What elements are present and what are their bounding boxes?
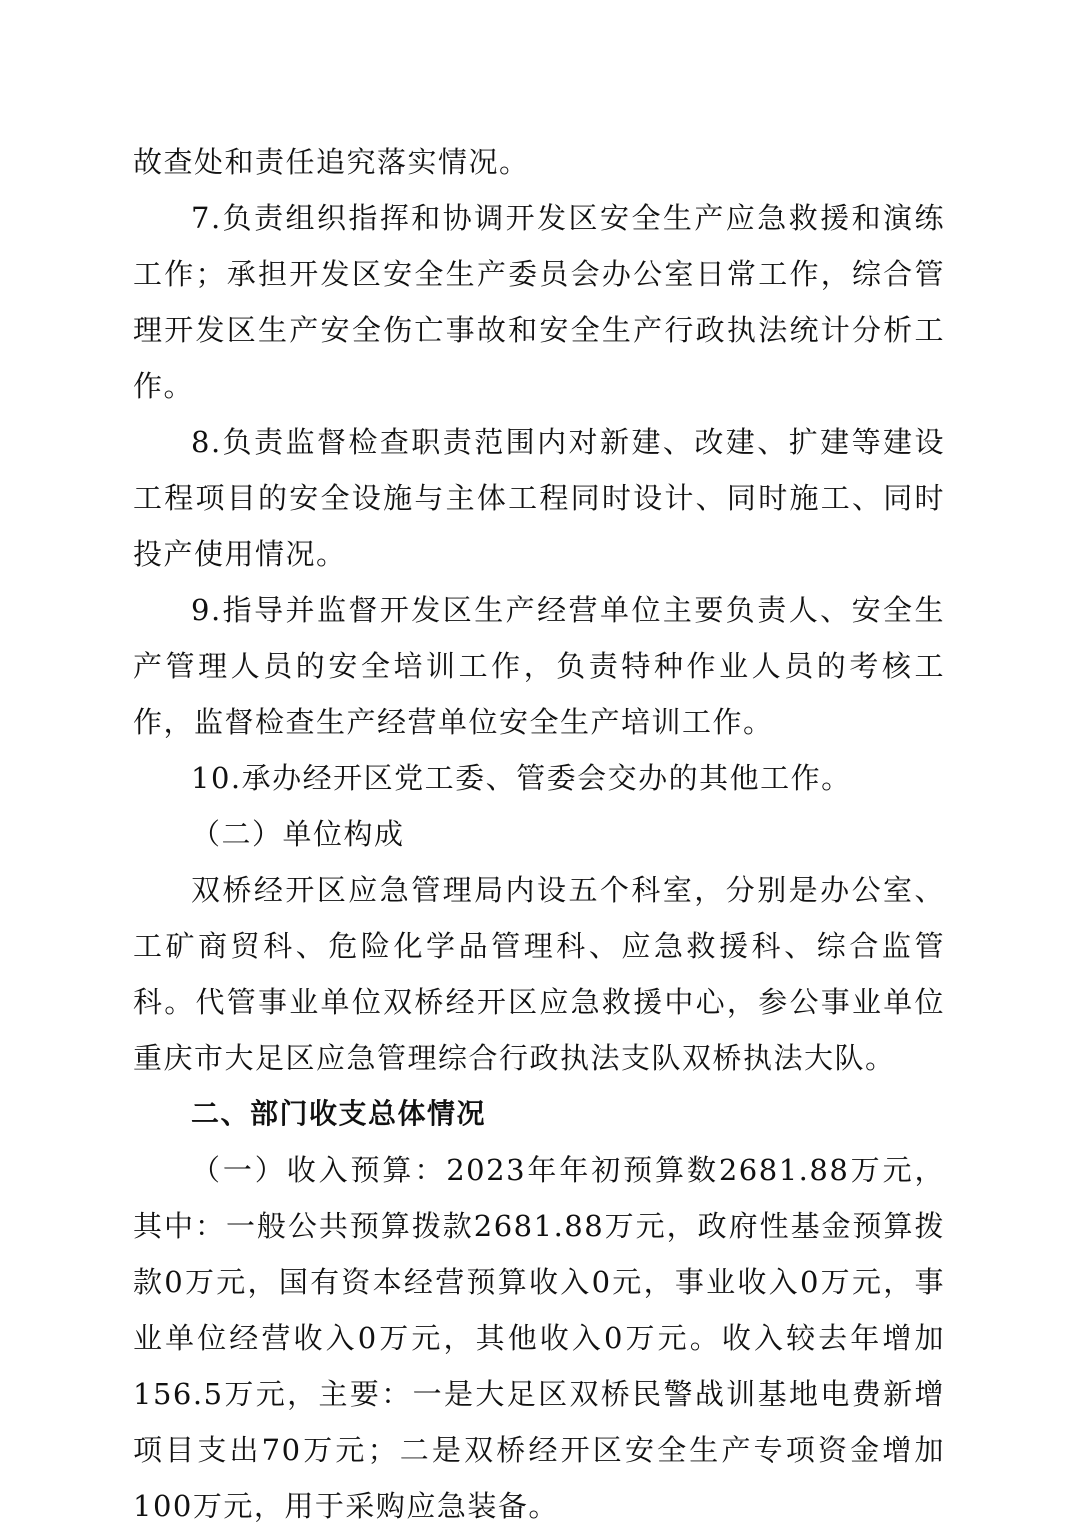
paragraph-item-8: 8.负责监督检查职责范围内对新建、改建、扩建等建设工程项目的安全设施与主体工程同时设计、同时施工、同时投产使用情况。 <box>133 425 945 571</box>
document-body <box>133 134 945 1534</box>
paragraph-income-budget: （一）收入预算：2023年年初预算数2681.88万元，其中：一般公共预算拨款2681.88万元，政府性基金预算拨款0万元，国有资本经营预算收入0元，事业收入0万元，事业单位经营收入0万元，其他收入0万元。收入较去年增加156.5万元，主要：一是大足区双桥民警战训基地电费新增项目支出70万元；二是双桥经开区安全生产专项资金增加100万元，用于采购应急装备。 <box>133 1153 945 1523</box>
section-heading-budget-overview: 二、部门收支总体情况 <box>191 1097 487 1130</box>
paragraph-unit-composition: 双桥经开区应急管理局内设五个科室，分别是办公室、工矿商贸科、危险化学品管理科、应急救援科、综合监管科。代管事业单位双桥经开区应急救援中心，参公事业单位重庆市大足区应急管理综合行政执法支队双桥执法大队。 <box>133 873 945 1075</box>
section-subheading-unit-composition: （二）单位构成 <box>191 817 405 851</box>
paragraph-item-9: 9.指导并监督开发区生产经营单位主要负责人、安全生产管理人员的安全培训工作，负责特种作业人员的考核工作，监督检查生产经营单位安全生产培训工作。 <box>133 593 945 739</box>
paragraph-continuation: 故查处和责任追究落实情况。 <box>133 145 530 179</box>
paragraph-item-7: 7.负责组织指挥和协调开发区安全生产应急救援和演练工作；承担开发区安全生产委员会办公室日常工作，综合管理开发区生产安全伤亡事故和安全生产行政执法统计分析工作。 <box>133 201 945 403</box>
paragraph-item-10: 10.承办经开区党工委、管委会交办的其他工作。 <box>191 761 852 795</box>
